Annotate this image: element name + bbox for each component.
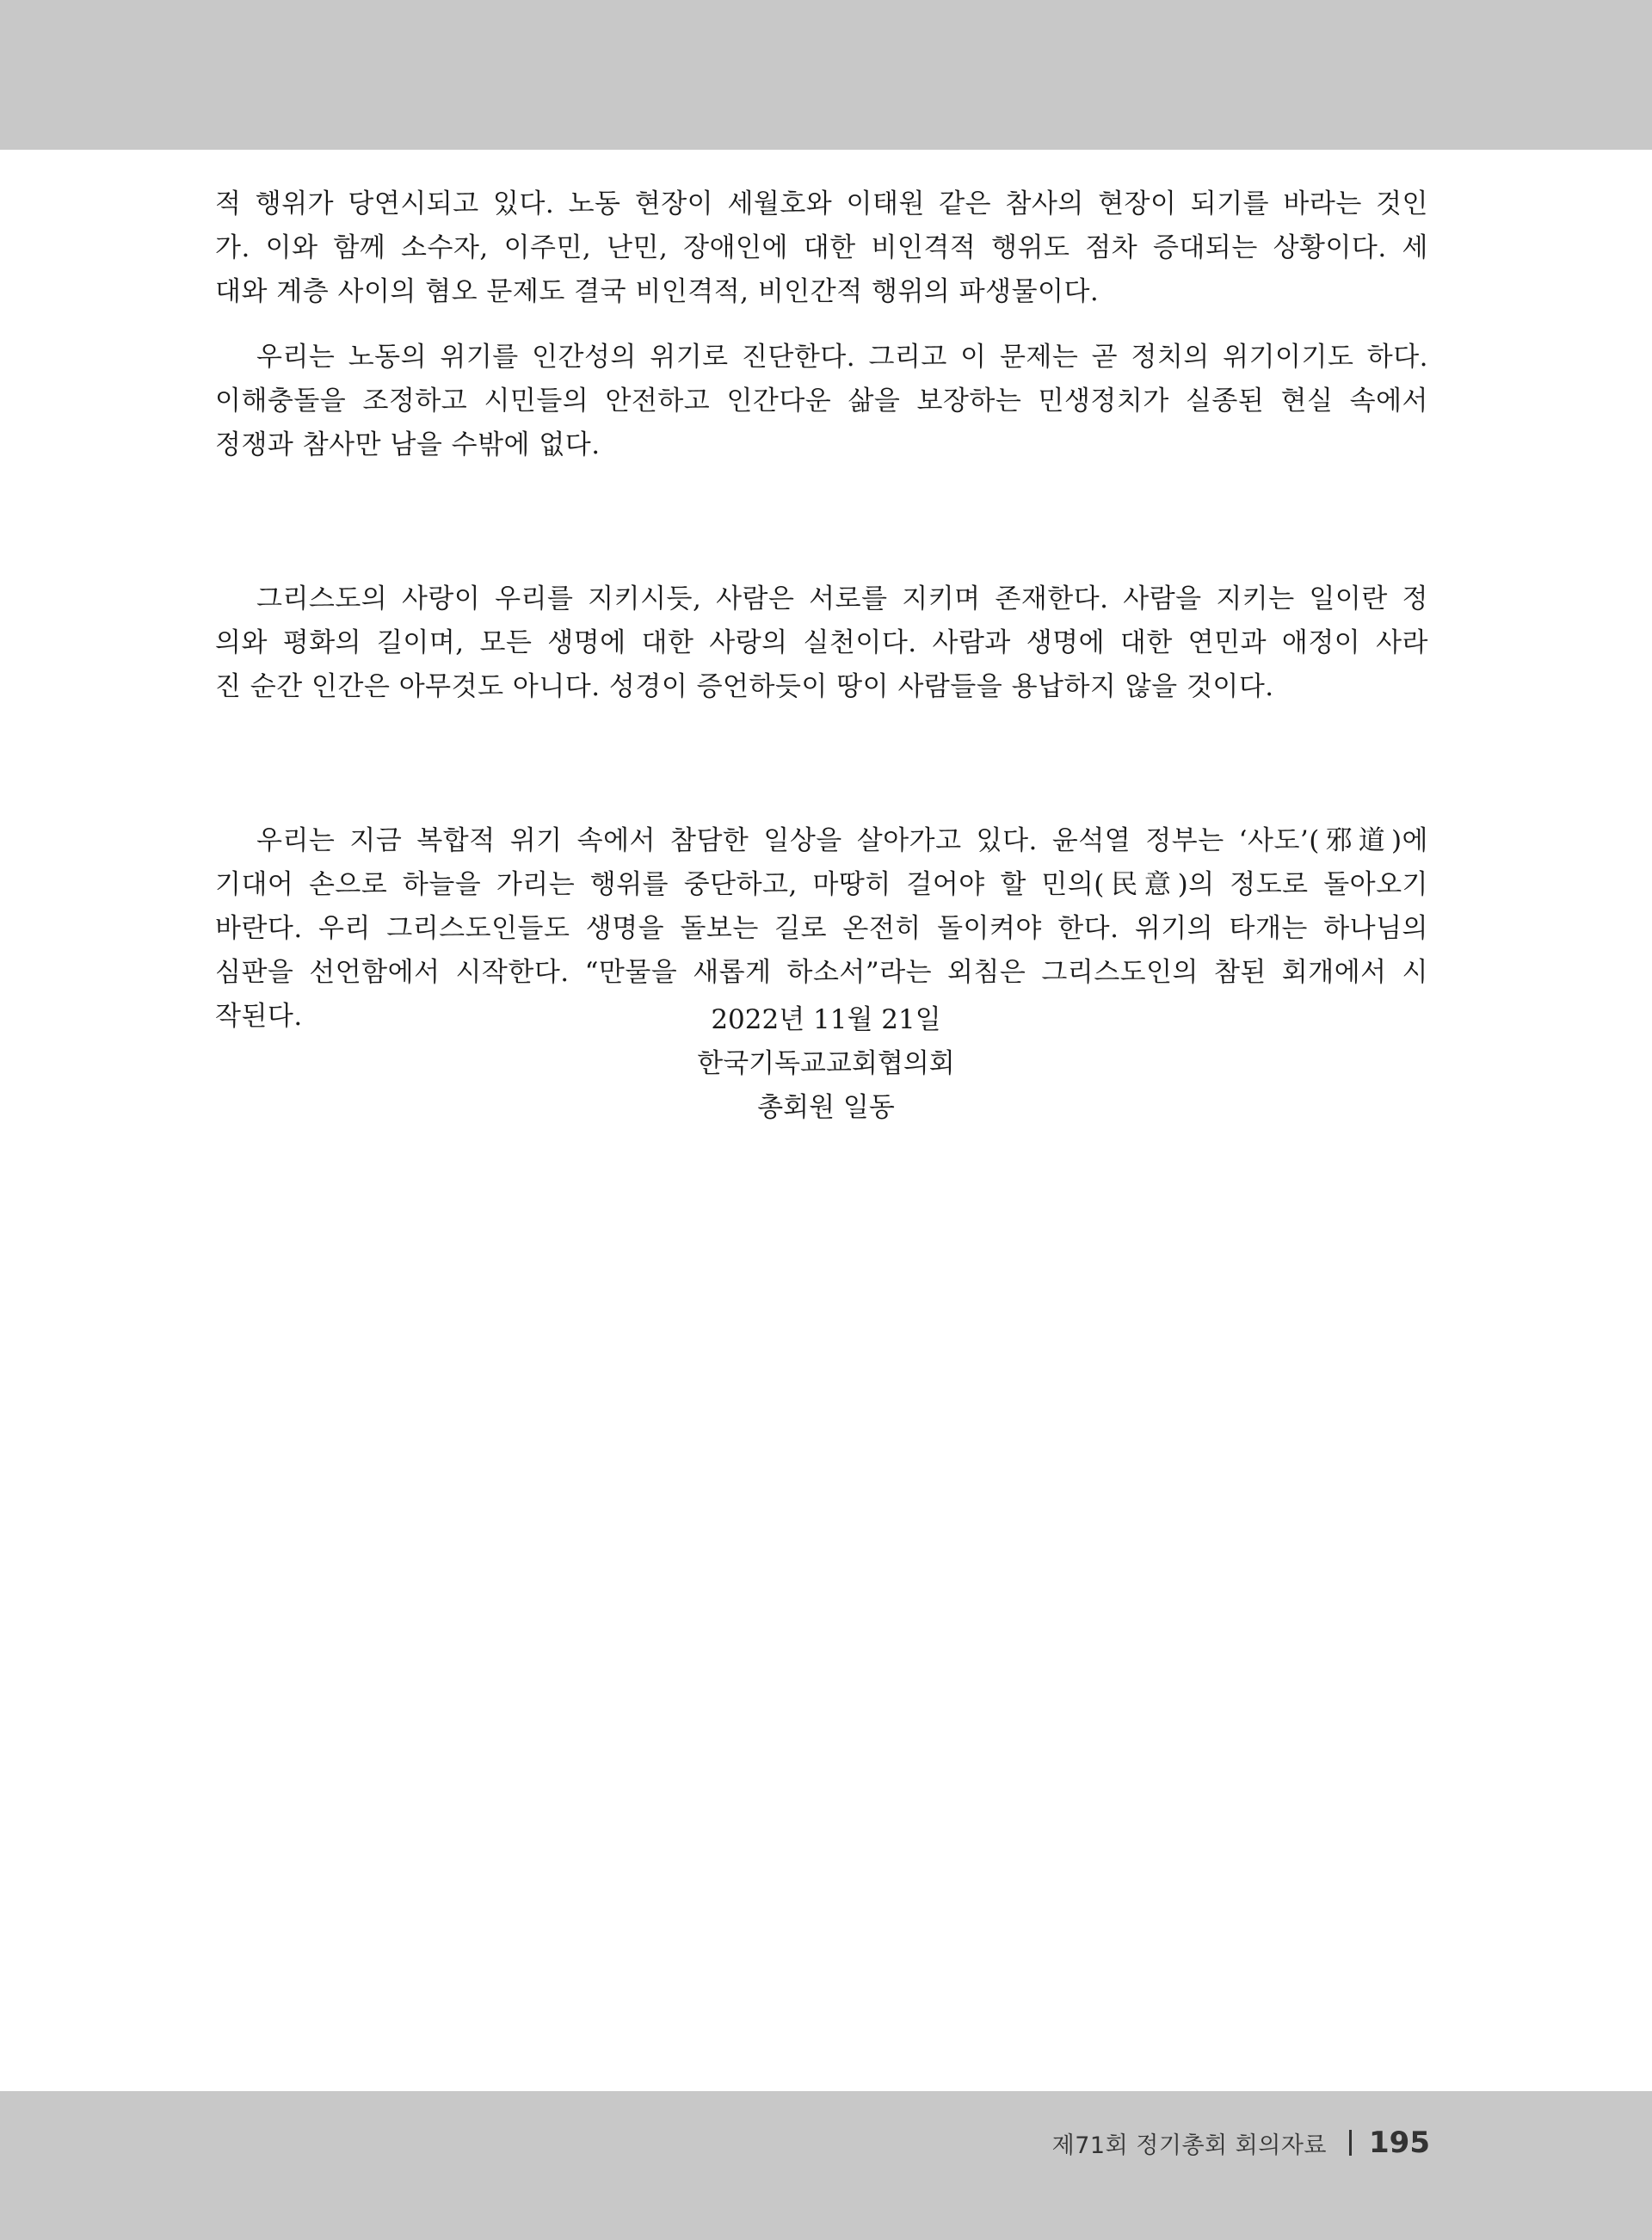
paragraph-line: 이해충돌을 조정하고 시민들의 안전하고 인간다운 삶을 보장하는 민생정치가 실종된 현실 속에서 xyxy=(215,386,1428,417)
paragraph-line: 바란다. 우리 그리스도인들도 생명을 돌보는 길로 온전히 돌이켜야 한다. 위기의 타개는 하나님의 xyxy=(215,913,1428,944)
header-band xyxy=(0,0,1652,150)
paragraph-line: 작된다. xyxy=(215,1001,303,1032)
page-number: 195 xyxy=(1369,2126,1430,2160)
signature-organization: 한국기독교교회협의회 xyxy=(697,1048,955,1079)
paragraph-line: 기대어 손으로 하늘을 가리는 행위를 중단하고, 마땅히 걸어야 할 민의(民意)의 정도로 돌아오기 xyxy=(215,869,1428,900)
document-body xyxy=(215,182,1428,1039)
paragraph-1 xyxy=(215,182,1428,314)
footer-band xyxy=(0,2091,1652,2240)
signature-date: 2022년 11월 21일 xyxy=(711,1004,941,1035)
signature-members: 총회원 일동 xyxy=(757,1092,895,1123)
paragraph-line: 심판을 선언함에서 시작한다. “만물을 새롭게 하소서”라는 외침은 그리스도인의 참된 회개에서 시 xyxy=(215,957,1428,988)
paragraph-line: 적 행위가 당연시되고 있다. 노동 현장이 세월호와 이태원 같은 참사의 현장이 되기를 바라는 것인 xyxy=(215,188,1428,219)
paragraph-line: 우리는 노동의 위기를 인간성의 위기로 진단한다. 그리고 이 문제는 곧 정치의 위기이기도 하다. xyxy=(256,342,1428,373)
paragraph-line: 정쟁과 참사만 남을 수밖에 없다. xyxy=(215,429,601,460)
paragraph-line: 그리스도의 사랑이 우리를 지키시듯, 사람은 서로를 지키며 존재한다. 사람을 지키는 일이란 정 xyxy=(256,583,1428,614)
paragraph-line: 가. 이와 함께 소수자, 이주민, 난민, 장애인에 대한 비인격적 행위도 점차 증대되는 상황이다. 세 xyxy=(215,232,1428,263)
paragraph-line: 우리는 지금 복합적 위기 속에서 참담한 일상을 살아가고 있다. 윤석열 정부는 ‘사도’(邪道)에 xyxy=(256,825,1428,856)
paragraph-line: 대와 계층 사이의 혐오 문제도 결국 비인격적, 비인간적 행위의 파생물이다. xyxy=(215,276,1100,307)
paragraph-line: 의와 평화의 길이며, 모든 생명에 대한 사랑의 실천이다. 사람과 생명에 대한 연민과 애정이 사라 xyxy=(215,627,1428,658)
paragraph-line: 진 순간 인간은 아무것도 아니다. 성경이 증언하듯이 땅이 사람들을 용납하지 않을 것이다. xyxy=(215,671,1274,702)
footer-label: 제71회 정기총회 회의자료 xyxy=(1051,2132,1328,2159)
footer-divider xyxy=(1349,2130,1352,2156)
paragraph-2 xyxy=(215,336,1428,467)
paragraph-3 xyxy=(215,577,1428,709)
signature-block xyxy=(0,998,1652,1130)
page-footer xyxy=(1052,2126,1430,2160)
